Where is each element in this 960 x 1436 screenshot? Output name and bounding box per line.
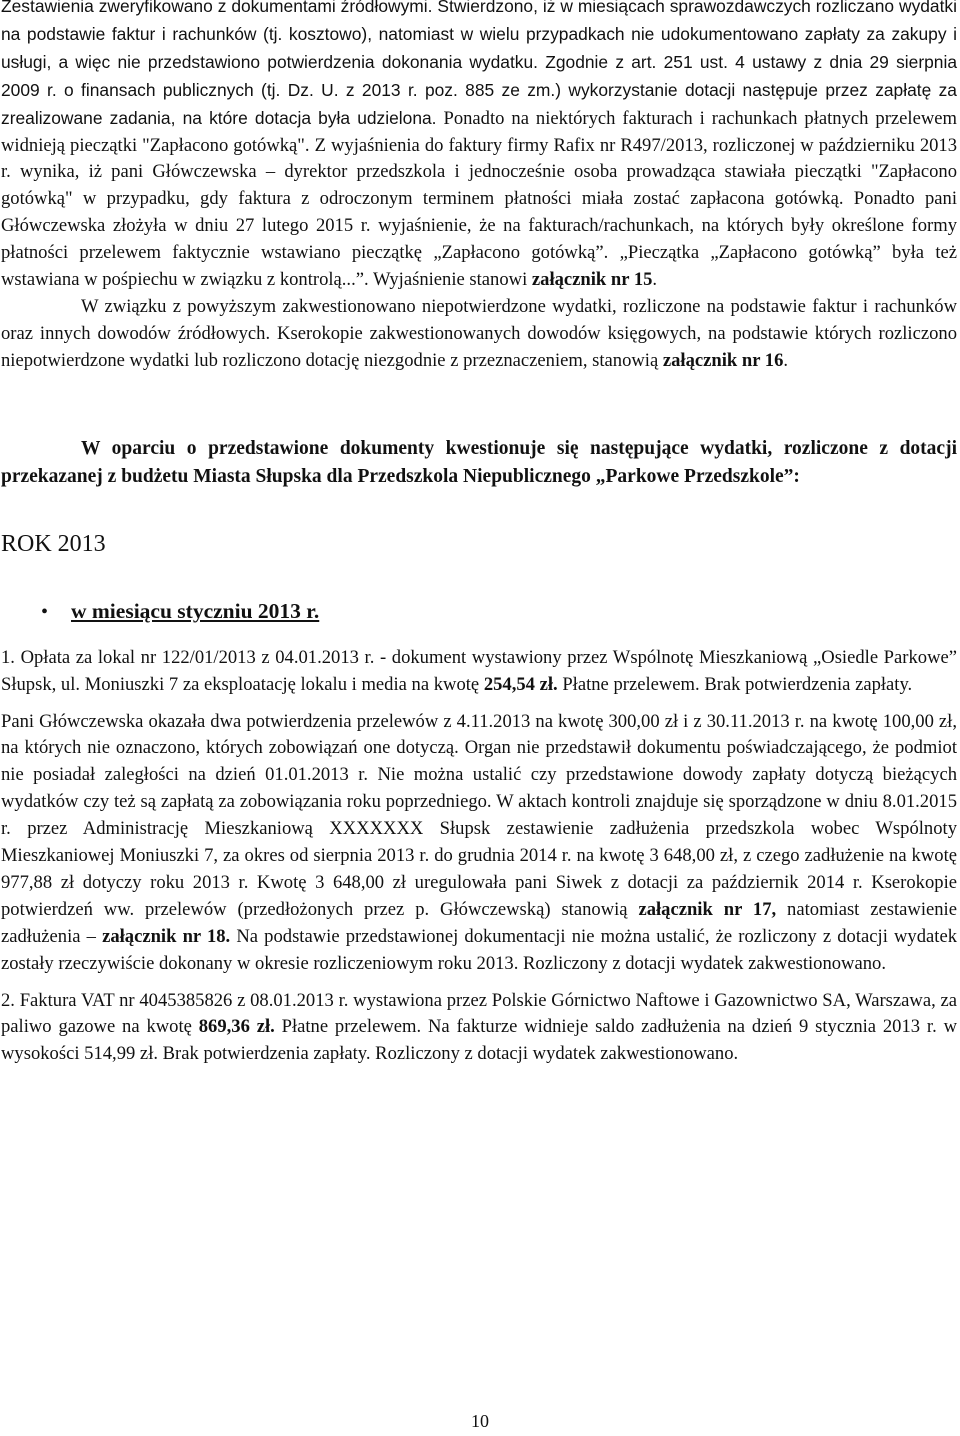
paragraph-verification-sans-1: Zestawienia zweryfikowano z dokumentami źródłowymi. Stwierdzono, iż w miesiącach sprawozdawczych rozliczano wydatki na podstawie faktur i rachunków (tj. kosztowo), natomiast w wielu przypadkach nie udokumentowano zapłaty za zakupy i usługi, a więc nie przedstawiono potwierdzenia dokonania wydatku. Zgodnie z art. 251 ust. 4 ustawy z dnia 29 sierpnia 2009 r. o finansach publicznych (tj. Dz. U. z 2013 r. poz. 885 ze zm.) xyxy=(1,0,957,100)
paragraph-questioned-expenses xyxy=(1,294,957,375)
item-2 xyxy=(1,988,957,1069)
spacer xyxy=(1,375,957,435)
item-1-end: Płatne przelewem. Brak potwierdzenia zapłaty. xyxy=(557,673,913,695)
attachment-16-ref: załącznik nr 16 xyxy=(662,349,784,371)
item-2-end: Płatne przelewem. Na fakturze widnieje saldo zadłużenia na dzień 9 stycznia 2013 r. w wysokości 514,99 zł. Brak potwierdzenia zapłaty. Rozliczony z dotacji wydatek zakwestionowano. xyxy=(1,1016,957,1065)
paragraph-questioned-text: W związku z powyższym zakwestionowano niepotwierdzone wydatki, rozliczone na podstawie faktur i rachunków oraz innych dowodów źródłowych. Kserokopie zakwestionowanych dowodów księgowych, na podstawie których rozliczono niepotwierdzone wydatki lub rozliczono dotację niezgodnie z przeznaczeniem, stanowią xyxy=(1,295,957,371)
item-2-text: 2. Faktura VAT nr 4045385826 z 08.01.2013 r. wystawiona przez Polskie Górnictwo Naftowe i Gazownictwo SA, Warszawa, za paliwo gazowe na kwotę xyxy=(1,989,957,1038)
item-1-note xyxy=(1,709,957,978)
page-number: 10 xyxy=(471,1411,489,1431)
spacer xyxy=(1,699,957,709)
item-1-amount: 254,54 zł. xyxy=(483,673,558,695)
item-1-note-end: Na podstawie przedstawionej dokumentacji nie można ustalić, że rozliczony z dotacji wydatek zostały rzeczywiście dokonany w okresie rozliczeniowym roku 2013. Rozliczony z dotacji wydatek zakwestionowano. xyxy=(1,925,957,974)
section-heading xyxy=(1,435,957,491)
year-heading: ROK 2013 xyxy=(1,530,106,557)
attachment-15-ref: załącznik nr 15 xyxy=(531,269,653,291)
paragraph-verification-sans-2: wykorzystanie dotacji następuje przez zapłatę za zrealizowane zadania, na które dotacja była udzielona. xyxy=(1,79,957,128)
month-label: w miesiącu styczniu 2013 r. xyxy=(71,598,320,623)
paragraph-verification-end: . xyxy=(652,269,658,291)
section-heading-text: W oparciu o przedstawione dokumenty kwestionuje się następujące wydatki, rozliczone z dotacji przekazanej z budżetu Miasta Słupska dla Przedszkola Niepublicznego „Parkowe Przedszkole”: xyxy=(1,437,957,487)
page-content xyxy=(1,0,957,1068)
paragraph-verification-serif-1: Ponadto na niektórych fakturach i rachunkach płatnych przelewem widnieją pieczątki "Zapłacono gotówką". xyxy=(1,107,957,156)
paragraph-verification xyxy=(1,0,957,294)
item-1-text: 1. Opłata za lokal nr 122/01/2013 z 04.01.2013 r. - dokument wystawiony przez Wspólnotę Mieszkaniową „Osiedle Parkowe” Słupsk, ul. Moniuszki 7 za eksploatację lokalu i media na kwotę xyxy=(1,646,957,695)
attachment-17-ref: załącznik nr 17, xyxy=(638,898,777,920)
spacer xyxy=(1,625,957,645)
item-1 xyxy=(1,645,957,699)
spacer xyxy=(1,978,957,988)
attachment-18-ref: załącznik nr 18. xyxy=(102,925,231,947)
paragraph-verification-serif-2: Z wyjaśnienia do faktury firmy Rafix nr R497/2013, rozliczonej w październiku 2013 r. wynika, iż pani Główczewska – dyrektor przedszkola i jednocześnie osoba prowadząca stawiała pieczątki "Zapłacono gotówką" w przypadku, gdy faktura z odroczonym terminem płatności miała zostać zapłacona gotówką. Ponadto pani Główczewska złożyła w dniu 27 lutego 2015 r. wyjaśnienie, że na fakturach/rachunkach, na których były określone formy płatności przelewem faktycznie wstawiano pieczątkę „Zapłacono gotówką”. „Pieczątka „Zapłacono gotówką” była też wstawiana w pośpiechu w związku z kontrolą...”. Wyjaśnienie stanowi xyxy=(1,134,958,291)
item-1-note-mid: natomiast zestawienie zadłużenia – xyxy=(1,898,957,947)
bullet-icon: • xyxy=(41,600,49,623)
month-bullet xyxy=(1,597,957,625)
paragraph-questioned-end: . xyxy=(783,349,789,371)
item-1-note-text: Pani Główczewska okazała dwa potwierdzenia przelewów z 4.11.2013 na kwotę 300,00 zł i z 30.11.2013 r. na kwotę 100,00 zł, na których nie oznaczono, których zobowiązań one dotyczą. Organ nie przedstawił dokumentu poświadczającego, że podmiot nie posiadał zaległości na dzień 01.01.2013 r. Nie można ustalić czy przedstawione dowody zapłaty dotyczą bieżących wydatków czy też są zapłatą za zobowiązania roku poprzedniego. W aktach kontroli znajduje się sporządzone w dniu 8.01.2015 r. przez Administrację Mieszkaniową XXXXXXX Słupsk zestawienie zadłużenia przedszkola wobec Wspólnoty Mieszkaniowej Moniuszki 7, za okres od sierpnia 2013 r. do grudnia 2014 r. na kwotę 3 648,00 zł, z czego zadłużenie na kwotę 977,88 zł dotyczy roku 2013 r. Kwotę 3 648,00 zł uregulowała pani Siwek z dotacji za październik 2014 r. Kserokopie potwierdzeń ww. przelewów (przedłożonych przez p. Główczewską) stanowią xyxy=(1,710,957,920)
item-2-amount: 869,36 zł. xyxy=(198,1016,275,1038)
